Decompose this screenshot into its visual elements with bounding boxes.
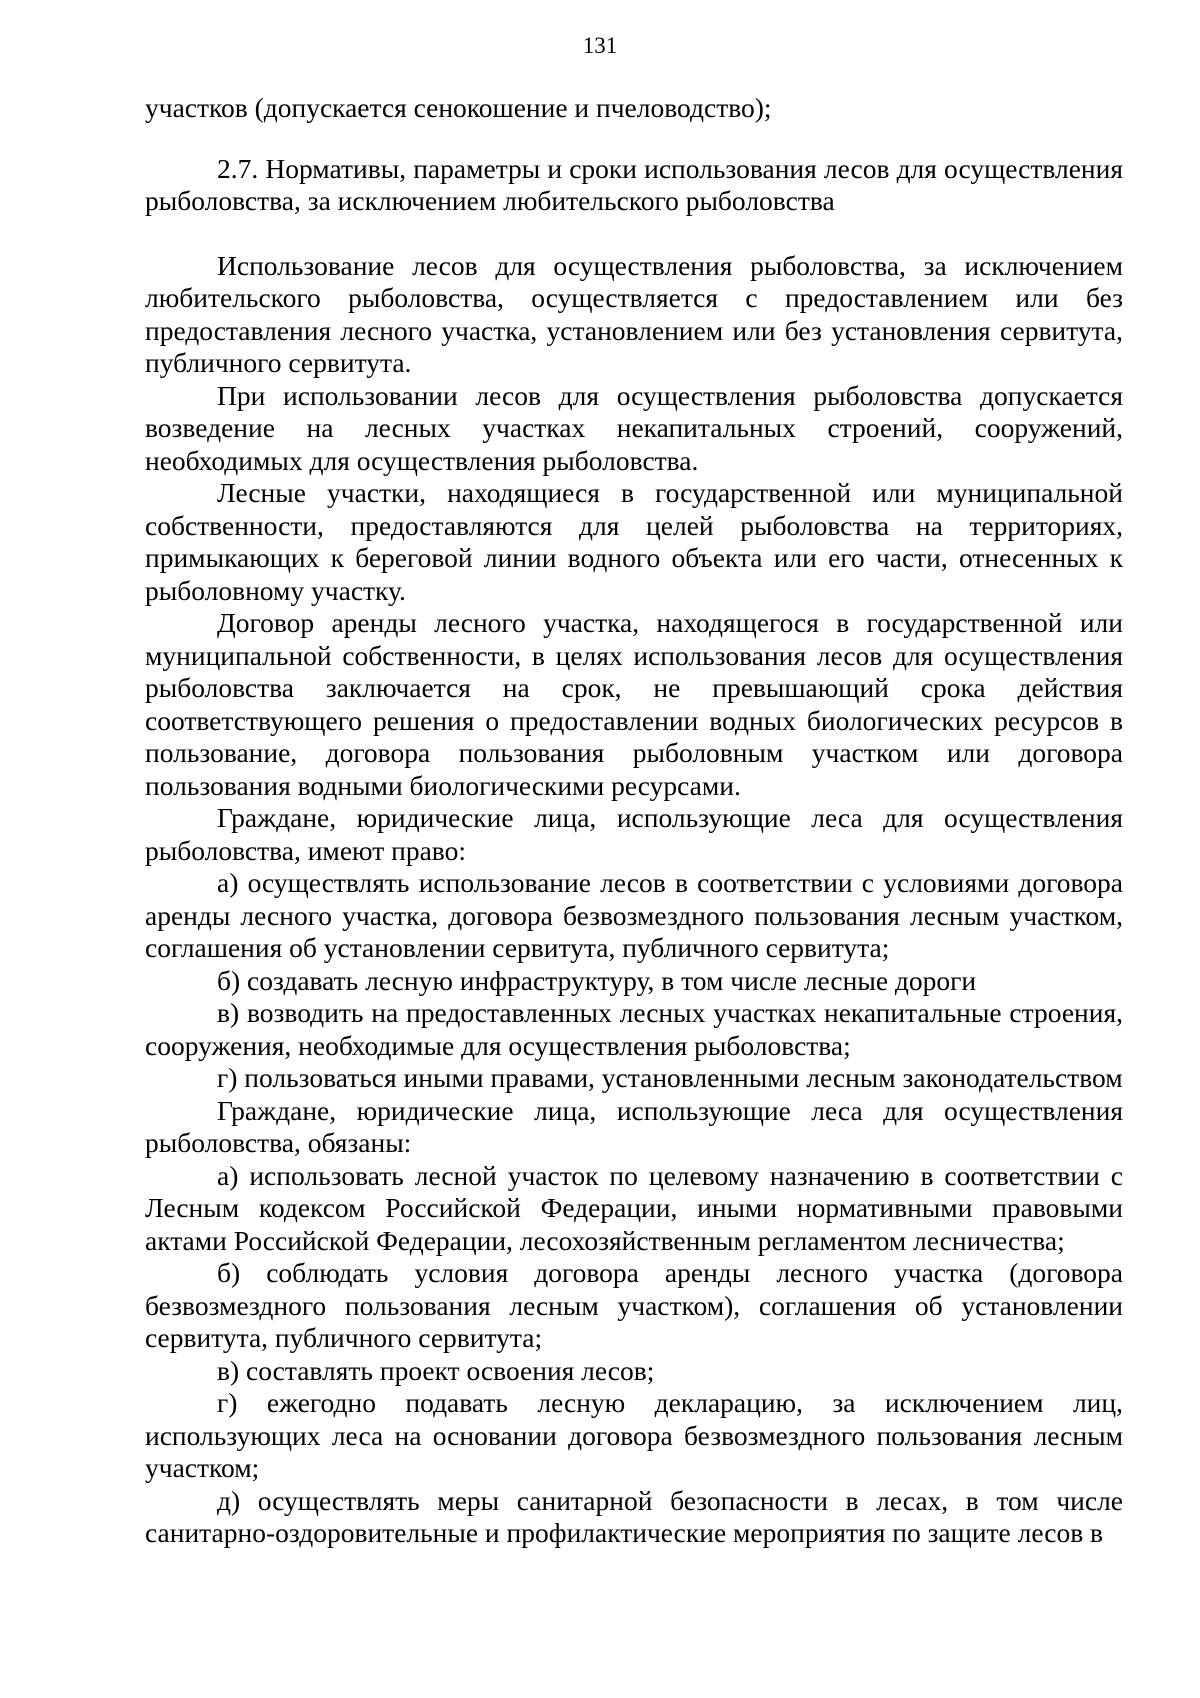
paragraph: Использование лесов для осуществления рыболовства, за исключением любительского рыболовства, осуществляется с предоставлением или без предоставления лесного участка, установлением или без установления сервитута, публичного сервитута. <box>145 249 1123 378</box>
list-item: в) возводить на предоставленных лесных участках некапитальные строения, сооружения, необходимые для осуществления рыболовства; <box>145 997 1123 1061</box>
paragraph: При использовании лесов для осуществления рыболовства допускается возведение на лесных участках некапитальных строений, сооружений, необходимых для осуществления рыболовства. <box>145 379 1123 476</box>
paragraph: Договор аренды лесного участка, находящегося в государственной или муниципальной собственности, в целях использования лесов для осуществления рыболовства заключается на срок, не превышающий срока действия соответствующего решения о предоставлении водных биологических ресурсов в пользование, договора пользования рыболовным участком или договора пользования водными биологическими ресурсами. <box>145 607 1123 801</box>
list-item: г) ежегодно подавать лесную декларацию, за исключением лиц, использующих леса на основании договора безвозмездного пользования лесным участком; <box>145 1387 1123 1483</box>
lead-in-line: участков (допускается сенокошение и пчеловодство); <box>145 92 772 123</box>
list-item: г) пользоваться иными правами, установленными лесным законодательством <box>217 1062 1123 1093</box>
section-heading: 2.7. Нормативы, параметры и сроки использования лесов для осуществления рыболовства, за исключением любительского рыболовства <box>145 152 1123 216</box>
list-item: б) соблюдать условия договора аренды лесного участка (договора безвозмездного пользования лесным участком), соглашения об установлении сервитута, публичного сервитута; <box>145 1257 1123 1353</box>
paragraph: Лесные участки, находящиеся в государственной или муниципальной собственности, предоставляются для целей рыболовства на территориях, примыкающих к береговой линии водного объекта или его части, отнесенных к рыболовному участку. <box>145 477 1123 606</box>
list-item: д) осуществлять меры санитарной безопасности в лесах, в том числе санитарно-оздоровительные и профилактические мероприятия по защите лесов в <box>145 1484 1123 1548</box>
document-body <box>145 92 1123 1550</box>
paragraph: Граждане, юридические лица, использующие леса для осуществления рыболовства, имеют право: <box>145 802 1123 866</box>
paragraph: Граждане, юридические лица, использующие леса для осуществления рыболовства, обязаны: <box>145 1094 1123 1158</box>
list-item: а) осуществлять использование лесов в соответствии с условиями договора аренды лесного участка, договора безвозмездного пользования лесным участком, соглашения об установлении сервитута, публичного сервитута; <box>145 867 1123 963</box>
spacer <box>145 218 1123 250</box>
list-item: б) создавать лесную инфраструктуру, в том числе лесные дороги <box>217 964 977 996</box>
spacer <box>145 125 1123 153</box>
page-number: 131 <box>582 33 618 58</box>
list-item: а) использовать лесной участок по целевому назначению в соответствии с Лесным кодексом Российской Федерации, иными нормативными правовыми актами Российской Федерации, лесохозяйственным регламентом лесничества; <box>145 1159 1123 1256</box>
list-item: в) составлять проект освоения лесов; <box>217 1354 655 1386</box>
